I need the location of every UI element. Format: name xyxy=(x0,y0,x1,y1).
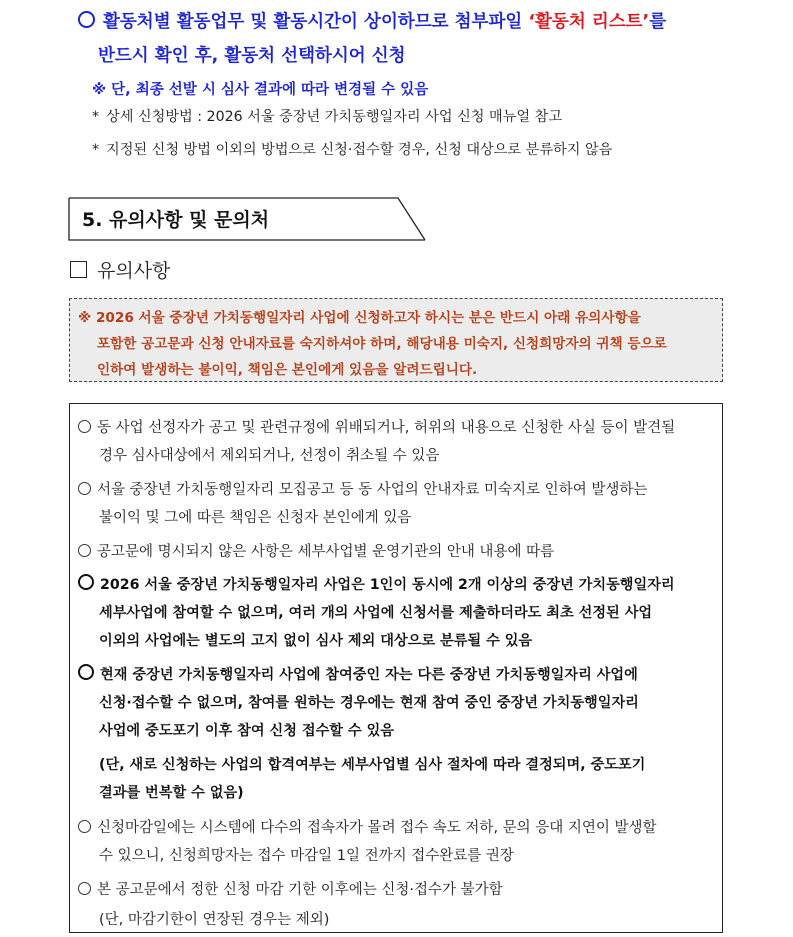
notice-item-5-note-1: (단, 새로 신청하는 사업의 합격여부는 세부사업별 심사 절차에 따라 결정되며, 중도포기 xyxy=(99,757,646,773)
notice-item-4: 2026 서울 중장년 가치동행일자리 사업은 1인이 동시에 2개 이상의 중장년 가치동행일자리 xyxy=(78,574,675,594)
circle-bullet-icon xyxy=(78,11,95,28)
warning-box xyxy=(69,298,723,382)
notice-item-4-cont-2: 이외의 사업에는 별도의 고지 없이 심사 제외 대상으로 분류될 수 있음 xyxy=(99,633,533,649)
warning-line-1: ※ 2026 서울 중장년 가치동행일자리 사업에 신청하고자 하시는 분은 반드시 아래 유의사항을 xyxy=(78,310,641,326)
intro-note-2: * 지정된 신청 방법 이외의 방법으로 신청·접수할 경우, 신청 대상으로 분류하지 않음 xyxy=(92,142,613,158)
circle-bullet-icon xyxy=(78,482,91,495)
circle-bullet-icon xyxy=(78,544,91,557)
notice-item-4-cont-1: 세부사업에 참여할 수 없으며, 여러 개의 사업에 신청서를 제출하더라도 최초 선정된 사업 xyxy=(99,605,653,621)
notice-item-6: 신청마감일에는 시스템에 다수의 접속자가 몰려 접수 속도 저하, 문의 응대 지연이 발생할 xyxy=(78,816,657,837)
attachment-highlight: ‘활동처 리스트’ xyxy=(528,12,650,32)
notice-item-7-cont: (단, 마감기한이 연장된 경우는 제외) xyxy=(99,912,330,928)
circle-bullet-icon xyxy=(78,820,91,833)
circle-bullet-icon xyxy=(78,574,94,590)
notice-item-3: 공고문에 명시되지 않은 사항은 세부사업별 운영기관의 안내 내용에 따름 xyxy=(78,540,554,561)
notice-box xyxy=(69,403,723,933)
notice-item-1: 동 사업 선정자가 공고 및 관련규정에 위배되거나, 허위의 내용으로 신청한 사실 등이 발견될 xyxy=(78,416,675,437)
warning-line-2: 포함한 공고문과 신청 안내자료를 숙지하셔야 하며, 해당내용 미숙지, 신청희망자의 귀책 등으로 xyxy=(97,336,667,352)
subheading-row xyxy=(70,256,170,283)
asterisk-icon: * xyxy=(92,142,100,158)
asterisk-icon: * xyxy=(92,109,100,125)
section-header xyxy=(68,196,428,242)
notice-item-5-cont-2: 사업에 중도포기 이후 참여 신청 접수할 수 있음 xyxy=(99,723,394,739)
notice-item-6-cont: 수 있으니, 신청희망자는 접수 마감일 1일 전까지 접수완료를 권장 xyxy=(99,848,514,864)
intro-note-1: * 상세 신청방법 : 2026 서울 중장년 가치동행일자리 사업 신청 매뉴얼 참고 xyxy=(92,109,563,125)
intro-line-2: 반드시 확인 후, 활동처 선택하시어 신청 xyxy=(98,46,406,66)
circle-bullet-icon xyxy=(78,420,91,433)
notice-item-2: 서울 중장년 가치동행일자리 모집공고 등 동 사업의 안내자료 미숙지로 인하여 발생하는 xyxy=(78,478,647,499)
notice-item-7: 본 공고문에서 정한 신청 마감 기한 이후에는 신청·접수가 불가함 xyxy=(78,878,503,899)
circle-bullet-icon xyxy=(78,882,91,895)
notice-item-2-cont: 불이익 및 그에 따른 책임은 신청자 본인에게 있음 xyxy=(99,510,412,526)
notice-item-1-cont: 경우 심사대상에서 제외되거나, 선정이 취소될 수 있음 xyxy=(99,448,440,464)
square-bullet-icon xyxy=(70,261,87,278)
section-title: 5. 유의사항 및 문의처 xyxy=(82,209,270,231)
notice-item-5-cont-1: 신청·접수할 수 없으며, 참여를 원하는 경우에는 현재 참여 중인 중장년 가치동행일자리 xyxy=(99,695,639,711)
notice-item-5: 현재 중장년 가치동행일자리 사업에 참여중인 자는 다른 중장년 가치동행일자리 사업에 xyxy=(78,664,638,684)
notice-item-5-note-2: 결과를 번복할 수 없음) xyxy=(99,785,244,801)
intro-line-1: 활동처별 활동업무 및 활동시간이 상이하므로 첨부파일 ‘활동처 리스트’를 xyxy=(78,8,666,33)
circle-bullet-icon xyxy=(78,664,94,680)
intro-caution: ※ 단, 최종 선발 시 심사 결과에 따라 변경될 수 있음 xyxy=(92,82,429,98)
warning-line-3: 인하여 발생하는 불이익, 책임은 본인에게 있음을 알려드립니다. xyxy=(97,362,478,378)
subheading: 유의사항 xyxy=(97,260,171,282)
